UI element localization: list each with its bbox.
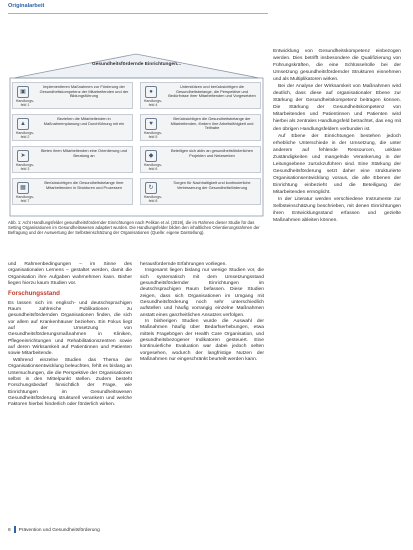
paragraph: Bei der Analyse der Wirksamkeit von Maßnahmen wird deutlich, dass diese auf organisationaler Ebene zur Stärkung der Gesundheitskompetenz beitragen können. Die Stärkung der Gesundheitskompetenz von Mitarbeitenden und Patientinnen und Patienten wird hierbei als zentrales Handlungsfeld betrachtet, das eng mit den übrigen Handlungsfeldern verbunden ist.	[273, 84, 401, 132]
paragraph: Entwicklung von Gesundheitskompetenz einbezogen werden. Dies betrifft insbesondere die Qualifizierung von Führungskräften, die eine Schlüsselrolle bei der Umsetzung gesundheitsfördernder Strukturen einnehmen und als Multiplikatoren wirken.	[273, 49, 401, 83]
figure-cell	[12, 114, 133, 141]
cell-label: Handlungs- feld 8	[143, 195, 163, 203]
paragraph: In bisherigen Studien wurde die Auswahl der Maßnahmen häufig über Bedarfserhebungen, etwa mittels Fragebögen der Health Care Organisation, und gesundheitsbezogener Indikatoren gesteuert. Eine kontinuierliche Evaluation war dabei jedoch selten vorgesehen, wodurch der langfristige Nutzen der Maßnahmen nur eingeschränkt beurteilt werden kann.	[140, 319, 264, 363]
figure-cell	[12, 178, 133, 205]
cell-label: Handlungs- feld 6	[143, 163, 163, 171]
left-column	[8, 262, 132, 409]
figure-cell	[140, 82, 261, 109]
structure-icon: ▦	[17, 182, 29, 194]
section-heading: Forschungsstand	[8, 290, 60, 298]
paragraph: Auf Ebene der Einrichtungen bestehen jedoch erhebliche Unterschiede in der Umsetzung, die unter anderem auf fehlende Ressourcen, unklare Zuständigkeiten und mangelnde Verankerung in der Leitungsebene zurückzuführen sind. Eine Stärkung der Gesundheitsförderung setzt daher eine strukturierte Organisationsentwicklung voraus, die alle Ebenen der Einrichtung einbezieht und die Beteiligung der Mitarbeitenden ermöglicht.	[273, 133, 401, 195]
network-icon: ◆	[145, 150, 157, 162]
paragraph: Während einzelne Studien das Thema der Organisationsentwicklung beleuchten, fehlt es bislang an Untersuchungen, die die Perspektive der Organisationen selbst in den Mittelpunkt stellen. Zudem besteht Forschungsbedarf hinsichtlich der Frage, wie Einrichtungen im Gesundheitswesen Gesundheitsförderung strukturell verankern und welche Faktoren hierbei hinderlich oder förderlich wirken.	[8, 357, 132, 408]
cell-text: Bieten ihren Mitarbeitenden eine Orientierung und Beratung an	[40, 148, 128, 158]
right-column	[273, 48, 401, 224]
cell-text: Sorgen für Nachhaltigkeit und kontinuierliche Verbesserung der Gesundheitsförderung	[173, 180, 251, 190]
page-number: 8	[8, 527, 11, 533]
cell-text: Beziehen die Mitarbeitenden in Maßnahmenplanung und Durchführung mit ein	[43, 116, 125, 126]
roof-label: Gesundheitsfördernde Einrichtungen...	[91, 62, 182, 67]
cycle-icon: ↻	[145, 182, 157, 194]
section-tag: Originalarbeit	[8, 3, 45, 9]
figure-cell	[140, 114, 261, 141]
cell-label: Handlungs- feld 5	[143, 131, 163, 139]
paragraph: In der Literatur werden verschiedene Instrumente zur Selbsteinschätzung beschrieben, mit denen Einrichtungen ihren Entwicklungsstand erfassen und gezielte Maßnahmen ableiten können.	[273, 196, 401, 224]
cell-text: Berücksichtigen die Gesundheitsbelange der Mitarbeitenden, fördern ihre Arbeitsfähigkeit und Teilhabe	[170, 116, 254, 131]
figure-row-4	[12, 178, 261, 205]
compass-icon: ➤	[17, 150, 29, 162]
figure-caption: Abb. 1: Acht Handlungsfelder gesundheitsfördernder Einrichtungen nach Pelikan et al. (2019), die im Rahmen dieser Studie für das Setting Organisationen im Gesundheitswesen adaptiert wurden. Die Handlungsfelder bilden den inhaltlichen Orientierungsrahmen der Befragung und der Auswertung der Selbsteinschätzung der Organisationen (Quelle: eigene Darstellung).	[8, 220, 260, 236]
figure-cell	[12, 146, 133, 173]
figure-row-2	[12, 114, 261, 141]
figure-cell	[140, 178, 261, 205]
cell-text: Berücksichtigen die Gesundheitsbelange ihrer Mitarbeitenden in Strukturen und Prozessen	[44, 180, 124, 190]
figure-row-1	[12, 82, 261, 109]
people-icon: ●	[145, 86, 157, 98]
cell-label: Handlungs- feld 3	[15, 163, 35, 171]
cell-label: Handlungs- feld 1	[15, 99, 35, 107]
figure-handlungsfelder	[8, 52, 265, 218]
cell-text: Beteiligen sich aktiv an gesundheitsförderlichen Projekten und Netzwerken	[171, 148, 253, 158]
paragraph: und Rahmenbedingungen – im Sinne des organisationalen Lernens – gestaltet werden, damit die Organisation ihre Aufgaben wahrnehmen kann. Bisher liegen hierzu kaum Studien vor.	[8, 262, 132, 287]
header-rule	[8, 13, 268, 14]
paragraph: herausfordernde Erfahrungen vorliegen.	[140, 262, 227, 267]
figure-cell	[140, 146, 261, 173]
page-footer	[8, 526, 100, 533]
cell-label: Handlungs- feld 7	[15, 195, 35, 203]
figure-cell	[12, 82, 133, 109]
heart-icon: ♥	[145, 118, 157, 130]
middle-column	[140, 262, 264, 364]
paragraph: Insgesamt liegen bislang nur wenige Studien vor, die sich systematisch mit dem Umsetzungsstand gesundheitsfördernder Einrichtungen im deutschsprachigen Raum befassen. Diese Studien zeigen, dass sich Organisationen im Umgang mit Gesundheitsförderung noch sehr unterschiedlich aufstellen und häufig vorrangig einzelne Maßnahmen anstatt eines ganzheitlichen Ansatzes verfolgen.	[140, 268, 264, 318]
cell-label: Handlungs- feld 4	[143, 99, 163, 107]
paragraph: Es lassen sich im englisch- und deutschsprachigen Raum zahlreiche Publikationen zu gesundheitsfördernden Organisationen finden, die sich vor allem auf Krankenhäuser beziehen. Ein Fokus liegt auf der Umsetzung von Gesundheitsförderungsmaßnahmen in Kliniken, Pflegeeinrichtungen und Rehabilitationszentren sowie auf deren Wirksamkeit auf Patientinnen und Patienten sowie Mitarbeitende.	[8, 300, 132, 357]
journal-name: Prävention und Gesundheitsförderung	[18, 527, 100, 533]
figure-row-3	[12, 146, 261, 173]
cell-text: Implementieren Maßnahmen zur Förderung der Gesundheitskompetenz der Mitarbeitenden und der Bildungsführung	[39, 84, 129, 99]
book-icon: ▣	[17, 86, 29, 98]
footer-divider	[14, 526, 16, 533]
cell-label: Handlungs- feld 2	[15, 131, 35, 139]
group-icon: ▲	[17, 118, 29, 130]
cell-text: Unterstützen und berücksichtigen die Gesundheitsbelange, die Perspektive und Bedürfnisse ihrer Mitarbeitenden und Vorgesetzten	[168, 84, 256, 99]
